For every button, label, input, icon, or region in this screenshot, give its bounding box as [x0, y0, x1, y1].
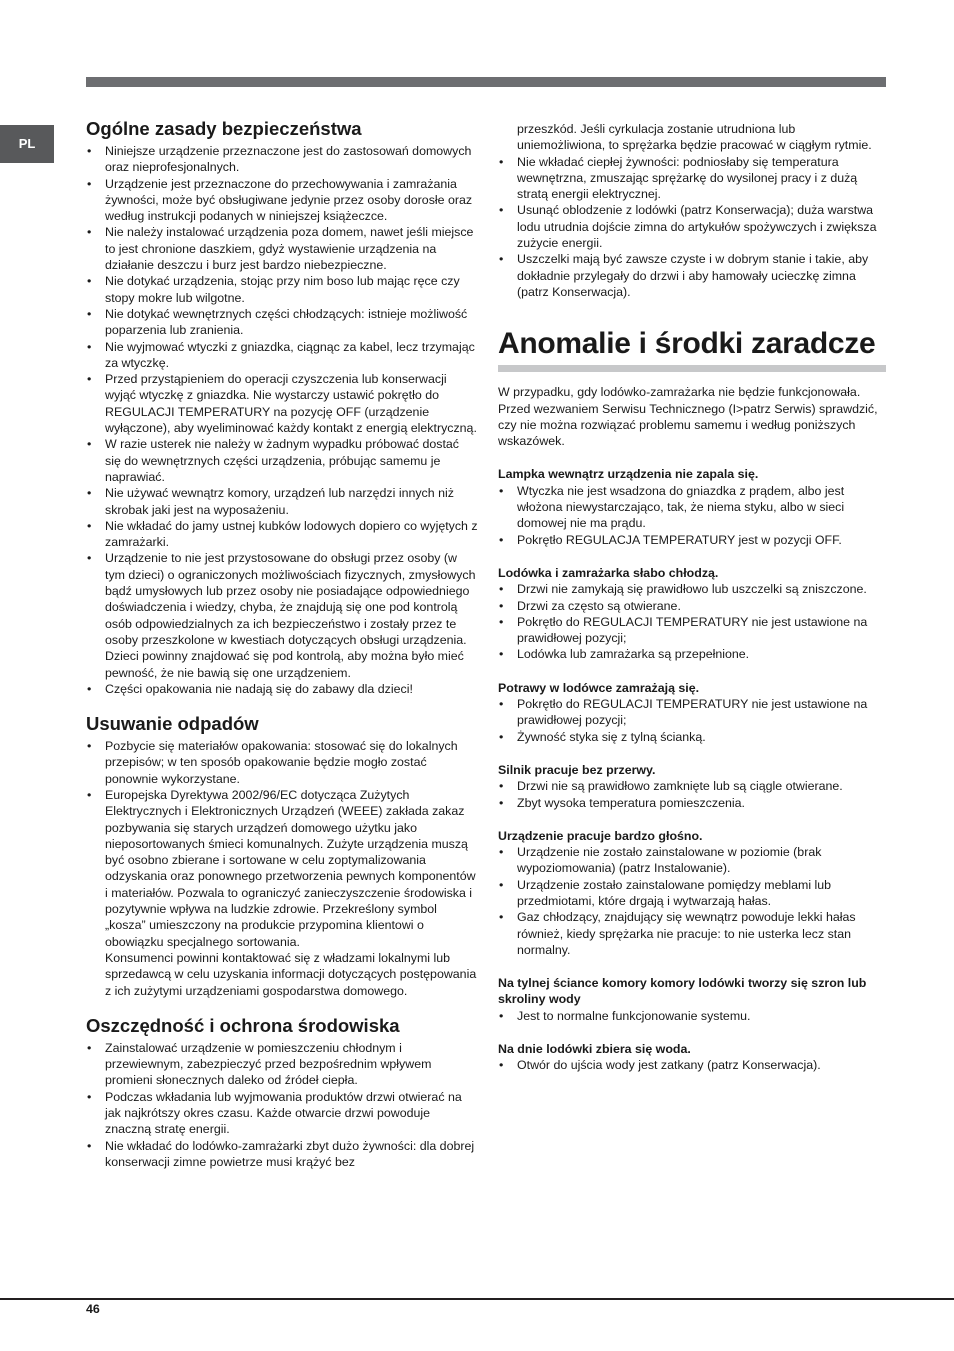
list-item: • Urządzenie to nie jest przystosowane do obsługi przez osoby (w tym dzieci) o ograniczonych możliwościach fizycznych, zmysłowych bądź umysłowych lub przez osoby nie posiadające odpowiedniego doświadczenia i wiedzy, chyba, że znajdują się one pod kontrolą osób odpowiedzialnych za ich bezpieczeństwo i zostały przez te osoby przeszkolone w kwestiach dotyczących obsługi urządzenia. Dzieci powinny znajdować się pod kontrolą, aby można było mieć pewność, że nie bawią się one urządzeniem. [86, 550, 478, 680]
list-item: • W razie usterek nie należy w żadnym wypadku próbować dostać się do wewnętrznych części urządzenia, próbując samemu je naprawiać. [86, 436, 478, 485]
list-item: • Nie wyjmować wtyczki z gniazdka, ciągnąc za kabel, lecz trzymając za wtyczkę. [86, 339, 478, 372]
list-item: • Lodówka lub zamrażarka są przepełnione. [498, 646, 886, 662]
list-item: • Nie używać wewnątrz komory, urządzeń lub narzędzi innych niż skrobak jaki jest na wyposażeniu. [86, 485, 478, 518]
issue-block [498, 1041, 886, 1074]
list-item: Konsumenci powinni kontaktować się z władzami lokalnymi lub sprzedawcą w celu uzyskania informacji dotyczących postępowania z ich zużytymi urządzeniami gospodarstwa domowego. [105, 950, 477, 998]
list-item: • Pokrętło REGULACJA TEMPERATURY jest w pozycji OFF. [498, 532, 886, 548]
list-item: • Nie dotykać urządzenia, stojąc przy nim boso lub mając ręce czy stopy mokre lub wilgotne. [86, 273, 478, 306]
list-item: • Usunąć oblodzenie z lodówki (patrz Konserwacja); duża warstwa lodu utrudnia dojście zimna do artykułów spożywczych i zwiększa zużycie energii. [498, 202, 886, 251]
issue-block [498, 565, 886, 663]
environment-list [86, 1040, 478, 1170]
disposal-list [86, 738, 478, 999]
list-item: • Drzwi nie są prawidłowo zamknięte lub są ciągle otwierane. [498, 778, 886, 794]
issue-title: Silnik pracuje bez przerwy. [498, 762, 656, 777]
issue-block [498, 975, 886, 1024]
list-item: • Wtyczka nie jest wsadzona do gniazdka z prądem, albo jest włożona niewystarczająco, tak, że niema styku, albo w sieci domowej nie ma prądu. [498, 483, 886, 532]
issue-title: Potrawy w lodówce zamrażają się. [498, 680, 700, 695]
environment-list-continued [498, 121, 886, 300]
list-item: przeszkód. Jeśli cyrkulacja zostanie utrudniona lub uniemożliwiona, to sprężarka będzie pracować w ciągłym rytmie. [517, 122, 872, 153]
list-item: • Europejska Dyrektywa 2002/96/EC dotycząca Zużytych Elektrycznych i Elektronicznych Urządzeń (WEEE) zakłada zakaz pozbywania się starych urządzeń domowego użytku jako nieposortowanych śmieci komunalnych. Zużyte urządzenia muszą być osobno zbierane i sortowane w celu zoptymalizowania odzyskania oraz ponownego przetworzenia pewnych komponentów i materiałów. Pozwala to ograniczyć zanieczyszczenie środowiska i pozytywnie wpływa na ludzkie zdrowie. Przekreślony symbol „kosza” umieszczony na produkcie przypomina klientowi o obowiązku specjalnego sortowania. [86, 787, 478, 950]
issue-block [498, 466, 886, 547]
list-item: • Nie wkładać ciepłej żywności: podniosłaby się temperatura wewnętrzna, zmuszając sprężarkę do wysilonej pracy i z dużą stratą energii elektrycznej. [498, 154, 886, 203]
section-title-safety: Ogólne zasady bezpieczeństwa [86, 118, 362, 139]
footer-rule [0, 1298, 954, 1300]
issue-block [498, 762, 886, 811]
list-item: • Żywność styka się z tylną ścianką. [498, 729, 886, 745]
left-column [86, 118, 478, 1170]
list-item: • Pokrętło do REGULACJI TEMPERATURY nie jest ustawione na prawidłowej pozycji; [498, 696, 886, 729]
list-item: • Nie należy instalować urządzenia poza domem, nawet jeśli miejsce to jest chronione daszkiem, gdyż wystawienie urządzenia na działanie deszczu i burz jest bardzo niebezpieczne. [86, 224, 478, 273]
list-item: • Jest to normalne funkcjonowanie systemu. [498, 1008, 886, 1024]
list-item: • Podczas wkładania lub wyjmowania produktów drzwi otwierać na jak najkrótszy okres czasu. Każde otwarcie drzwi powoduje znaczną stratę energii. [86, 1089, 478, 1138]
title-underline [498, 365, 886, 372]
list-item: • Otwór do ujścia wody jest zatkany (patrz Konserwacja). [498, 1057, 886, 1073]
list-item: • Drzwi nie zamykają się prawidłowo lub uszczelki są zniszczone. [498, 581, 886, 597]
list-item: • Zbyt wysoka temperatura pomieszczenia. [498, 795, 886, 811]
issue-title: Lodówka i zamrażarka słabo chłodzą. [498, 565, 719, 580]
page-number: 46 [86, 1302, 100, 1316]
page-title: Anomalie i środki zaradcze [498, 327, 876, 361]
list-item: • Przed przystąpieniem do operacji czyszczenia lub konserwacji wyjąć wtyczkę z gniazdka. Nie wystarczy ustawić pokrętło do REGULACJI TEMPERATURY na pozycję OFF (urządzenie wyłączone), aby wyeliminować każdy kontakt z energią elektryczną. [86, 371, 478, 436]
list-item: • Urządzenie zostało zainstalowane pomiędzy meblami lub przedmiotami, które drgają i wytwarzają hałas. [498, 877, 886, 910]
list-item: • Niniejsze urządzenie przeznaczone jest do zastosowań domowych oraz nieprofesjonalnych. [86, 143, 478, 176]
section-title-disposal: Usuwanie odpadów [86, 713, 259, 735]
issue-title: Na tylnej ściance komory komory lodówki tworzy się szron lub skroliny wody [498, 976, 867, 1007]
list-item: • Pokrętło do REGULACJI TEMPERATURY nie jest ustawione na prawidłowej pozycji; [498, 614, 886, 647]
section-title-environment: Oszczędność i ochrona środowiska [86, 1014, 400, 1036]
list-item: • Pozbycie się materiałów opakowania: stosować się do lokalnych przepisów; w ten sposób opakowanie będzie mogło zostać ponownie wykorzystane. [86, 738, 478, 787]
issue-title: Urządzenie pracuje bardzo głośno. [498, 828, 703, 843]
list-item: • Drzwi za często są otwierane. [498, 598, 886, 614]
issue-block [498, 680, 886, 745]
issue-title: Na dnie lodówki zbiera się woda. [498, 1042, 691, 1057]
issue-block [498, 828, 886, 958]
list-item: • Nie dotykać wewnętrznych części chłodzących: istnieje możliwość poparzenia lub zranienia. [86, 306, 478, 339]
list-item: • Nie wkładać do jamy ustnej kubków lodowych dopiero co wyjętych z zamrażarki. [86, 518, 478, 551]
list-item: • Gaz chłodzący, znajdujący się wewnątrz powoduje lekki hałas również, kiedy sprężarka nie pracuje: to nie usterka lecz stan normalny. [498, 909, 886, 958]
list-item: • Urządzenie nie zostało zainstalowane w poziomie (brak wypoziomowania) (patrz Instalowanie). [498, 844, 886, 877]
issue-title: Lampka wewnątrz urządzenia nie zapala się. [498, 467, 759, 482]
list-item: • Zainstalować urządzenie w pomieszczeniu chłodnym i przewiewnym, zabezpieczyć przed bezpośrednim wpływem promieni słonecznych daleko od źródeł ciepła. [86, 1040, 478, 1089]
language-badge: PL [0, 125, 54, 163]
intro-paragraph: W przypadku, gdy lodówko-zamrażarka nie będzie funkcjonowała. Przed wezwaniem Serwisu Technicznego (I>patrz Serwis) sprawdzić, czy nie można rozwiązać problemu samemu i według poniższych wskazówek. [498, 385, 878, 449]
safety-list [86, 143, 478, 697]
list-item: • Nie wkładać do lodówko-zamrażarki zbyt dużo żywności: dla dobrej konserwacji zimne powietrze musi krążyć bez [86, 1138, 478, 1171]
right-column [498, 121, 886, 1074]
list-item: • Części opakowania nie nadają się do zabawy dla dzieci! [86, 681, 478, 697]
list-item: • Urządzenie jest przeznaczone do przechowywania i zamrażania żywności, może być obsługiwane jedynie przez osoby dorosłe oraz według instrukcji podanych w niniejszej książeczce. [86, 176, 478, 225]
list-item: • Uszczelki mają być zawsze czyste i w dobrym stanie i takie, aby dokładnie przylegały do drzwi i aby hamowały ucieczkę zimna (patrz Konserwacja). [498, 251, 886, 300]
header-rule [86, 77, 886, 87]
